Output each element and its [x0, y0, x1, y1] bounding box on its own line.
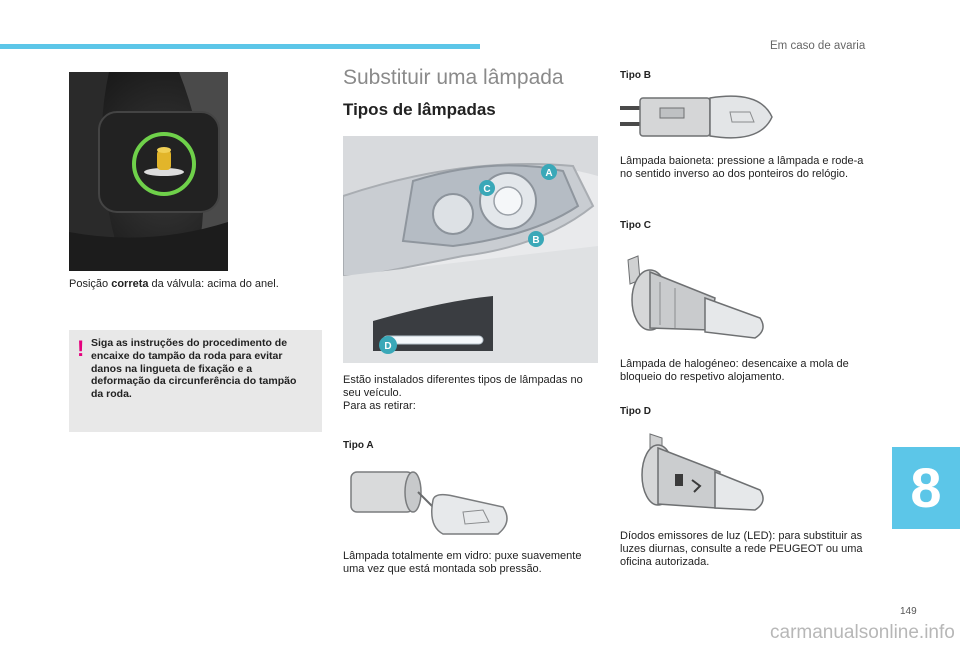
type-c-label: Tipo C [620, 220, 651, 231]
headlamp-label-a: A [545, 168, 553, 179]
bulb-type-b-image [620, 92, 780, 142]
valve-caption [69, 278, 324, 291]
section-header: Em caso de avaria [770, 40, 866, 52]
bulb-type-c-image [620, 250, 770, 345]
chapter-tab [892, 447, 960, 529]
headlamp-label-c: C [483, 184, 491, 195]
valve-caption-bold: correta [111, 278, 149, 290]
bulb-type-d-image [620, 430, 770, 520]
page-subtitle: Tipos de lâmpadas [343, 100, 496, 119]
top-accent-bar [0, 44, 480, 49]
type-b-description: Lâmpada baioneta: pressione a lâmpada e rode-a no sentido inverso ao dos ponteiros do relógio. [620, 155, 864, 180]
page-number: 149 [900, 606, 917, 617]
chapter-number: 8 [910, 456, 942, 519]
valve-caption-prefix: Posição [69, 278, 112, 290]
warning-box [69, 330, 322, 432]
watermark: carmanualsonline.info [770, 622, 955, 643]
type-a-label: Tipo A [343, 440, 374, 451]
headlamp-label-b: B [532, 235, 540, 246]
intro-line-2: Para as retirar: [343, 400, 416, 412]
page-title: Substituir uma lâmpada [343, 66, 564, 89]
type-a-description: Lâmpada totalmente em vidro: puxe suavemente uma vez que está montada sob pressão. [343, 550, 582, 575]
headlamp-photo [343, 136, 598, 363]
valve-caption-suffix: da válvula: acima do anel. [148, 278, 279, 290]
type-d-label: Tipo D [620, 406, 651, 417]
bulb-type-a-image [343, 462, 513, 542]
intro-text [343, 374, 593, 413]
intro-line-1: Estão instalados diferentes tipos de lâmpadas no seu veículo. [343, 374, 583, 399]
type-d-description: Díodos emissores de luz (LED): para substituir as luzes diurnas, consulte a rede PEUGEOT ou uma oficina autorizada. [620, 530, 863, 568]
warning-text: Siga as instruções do procedimento de encaixe do tampão da roda para evitar danos na lingueta de fixação e a deformação da circunferência do tampão da roda. [91, 337, 297, 401]
type-b-label: Tipo B [620, 70, 651, 81]
type-c-description: Lâmpada de halogéneo: desencaixe a mola de bloqueio do respetivo alojamento. [620, 358, 849, 383]
headlamp-label-d: D [384, 341, 392, 352]
exclamation-icon: ! [77, 336, 85, 361]
valve-photo [69, 72, 228, 271]
